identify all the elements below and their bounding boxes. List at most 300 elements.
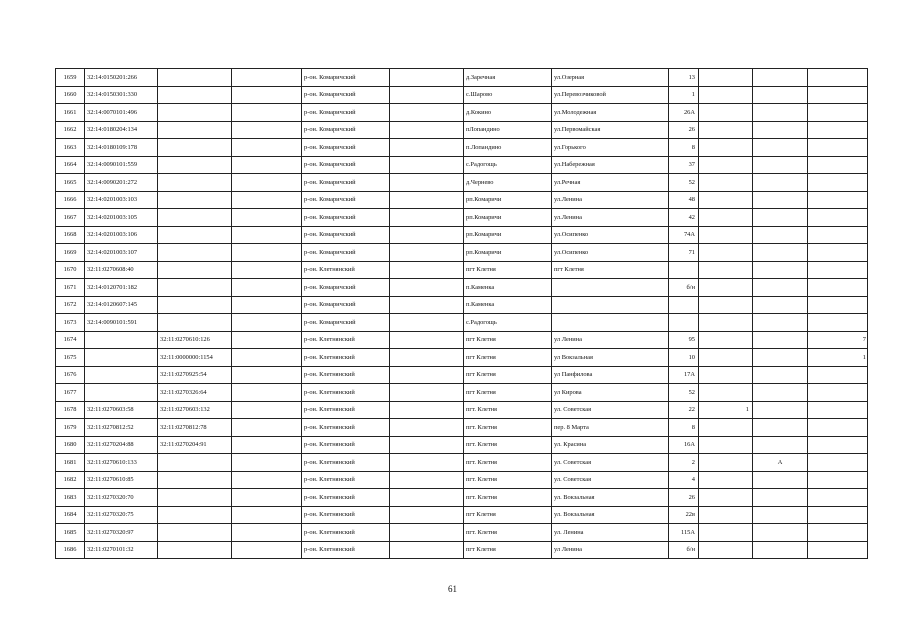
- empty-cell: [390, 279, 464, 297]
- row-number-cell: 1669: [56, 244, 85, 262]
- row-number-cell: 1680: [56, 436, 85, 454]
- cadastral-number-2-cell: 32:11:0270925:54: [158, 366, 232, 384]
- empty-cell: [232, 86, 302, 104]
- house-number-cell: 1: [669, 86, 699, 104]
- extra-cell: [808, 384, 868, 402]
- extra-cell: [699, 86, 753, 104]
- district-cell: р-он. Комаричский: [302, 86, 390, 104]
- empty-cell: [390, 506, 464, 524]
- cadastral-number-2-cell: [158, 191, 232, 209]
- table-row: [56, 104, 868, 122]
- extra-cell: [699, 436, 753, 454]
- extra-cell: [699, 174, 753, 192]
- extra-cell: [808, 104, 868, 122]
- extra-cell: [753, 139, 808, 157]
- locality-cell: пгт Клетня: [464, 349, 552, 367]
- street-cell: ул.Осипенко: [552, 226, 669, 244]
- cadastral-number-2-cell: [158, 296, 232, 314]
- district-cell: р-он. Комаричский: [302, 191, 390, 209]
- empty-cell: [232, 226, 302, 244]
- locality-cell: д.Заречная: [464, 69, 552, 87]
- extra-cell: [808, 524, 868, 542]
- cadastral-number-2-cell: 32:11:0270812:78: [158, 419, 232, 437]
- locality-cell: пгт. Клетня: [464, 471, 552, 489]
- house-number-cell: 8: [669, 139, 699, 157]
- extra-cell: [808, 489, 868, 507]
- cadastral-number-2-cell: [158, 139, 232, 157]
- table-row: [56, 139, 868, 157]
- cadastral-number-cell: 32:14:0090201:272: [85, 174, 158, 192]
- locality-cell: пгт. Клетня: [464, 401, 552, 419]
- extra-cell: [808, 156, 868, 174]
- extra-cell: [808, 86, 868, 104]
- empty-cell: [232, 419, 302, 437]
- cadastral-number-cell: 32:14:0120607:145: [85, 296, 158, 314]
- district-cell: р-он. Комаричский: [302, 139, 390, 157]
- row-number-cell: 1665: [56, 174, 85, 192]
- table-row: [56, 349, 868, 367]
- extra-cell: [808, 226, 868, 244]
- table-row: [56, 436, 868, 454]
- extra-cell: [753, 86, 808, 104]
- table-row: [56, 244, 868, 262]
- table-row: [56, 314, 868, 332]
- empty-cell: [390, 419, 464, 437]
- extra-cell: [699, 349, 753, 367]
- cadastral-number-cell: 32:11:0270320:97: [85, 524, 158, 542]
- locality-cell: пгт. Клетня: [464, 419, 552, 437]
- district-cell: р-он. Клетнянский: [302, 401, 390, 419]
- table-row: [56, 191, 868, 209]
- extra-cell: [753, 314, 808, 332]
- locality-cell: пгт Клетня: [464, 384, 552, 402]
- table-row: [56, 296, 868, 314]
- house-number-cell: 26А: [669, 104, 699, 122]
- row-number-cell: 1663: [56, 139, 85, 157]
- cadastral-number-cell: 32:11:0270812:52: [85, 419, 158, 437]
- house-number-cell: 74А: [669, 226, 699, 244]
- empty-cell: [232, 524, 302, 542]
- cadastral-number-cell: [85, 384, 158, 402]
- house-number-cell: 71: [669, 244, 699, 262]
- extra-cell: [808, 419, 868, 437]
- locality-cell: пгт. Клетня: [464, 524, 552, 542]
- cadastral-number-cell: 32:14:0201003:103: [85, 191, 158, 209]
- cadastral-number-cell: 32:14:0201003:106: [85, 226, 158, 244]
- district-cell: р-он. Комаричский: [302, 226, 390, 244]
- extra-cell: [808, 366, 868, 384]
- cadastral-number-2-cell: [158, 209, 232, 227]
- row-number-cell: 1675: [56, 349, 85, 367]
- extra-cell: А: [753, 454, 808, 472]
- extra-cell: [699, 384, 753, 402]
- table-row: [56, 156, 868, 174]
- row-number-cell: 1660: [56, 86, 85, 104]
- house-number-cell: б/н: [669, 279, 699, 297]
- cadastral-number-cell: [85, 366, 158, 384]
- locality-cell: пгт. Клетня: [464, 436, 552, 454]
- house-number-cell: [669, 261, 699, 279]
- district-cell: р-он. Комаричский: [302, 104, 390, 122]
- cadastral-number-2-cell: [158, 279, 232, 297]
- cadastral-number-cell: 32:14:0150201:266: [85, 69, 158, 87]
- locality-cell: п.Каменка: [464, 279, 552, 297]
- district-cell: р-он. Клетнянский: [302, 454, 390, 472]
- street-cell: пер. 8 Марта: [552, 419, 669, 437]
- street-cell: ул.Ленина: [552, 209, 669, 227]
- cadastral-number-cell: 32:11:0270603:58: [85, 401, 158, 419]
- empty-cell: [390, 104, 464, 122]
- extra-cell: [808, 314, 868, 332]
- locality-cell: с.Шарово: [464, 86, 552, 104]
- extra-cell: [699, 489, 753, 507]
- empty-cell: [390, 314, 464, 332]
- locality-cell: рп.Комаричи: [464, 191, 552, 209]
- empty-cell: [232, 314, 302, 332]
- row-number-cell: 1685: [56, 524, 85, 542]
- district-cell: р-он. Клетнянский: [302, 471, 390, 489]
- row-number-cell: 1671: [56, 279, 85, 297]
- extra-cell: [699, 279, 753, 297]
- street-cell: ул. Вокзальная: [552, 489, 669, 507]
- empty-cell: [232, 541, 302, 559]
- empty-cell: [390, 261, 464, 279]
- cadastral-number-cell: 32:11:0270610:85: [85, 471, 158, 489]
- locality-cell: пгт Клетня: [464, 261, 552, 279]
- extra-cell: [699, 156, 753, 174]
- extra-cell: [753, 209, 808, 227]
- house-number-cell: [669, 296, 699, 314]
- table-row: [56, 261, 868, 279]
- street-cell: ул Ленина: [552, 541, 669, 559]
- cadastral-number-2-cell: [158, 226, 232, 244]
- extra-cell: [753, 279, 808, 297]
- cadastral-number-cell: 32:14:0090101:591: [85, 314, 158, 332]
- page-number: 61: [448, 584, 457, 594]
- empty-cell: [390, 401, 464, 419]
- table-row: [56, 121, 868, 139]
- street-cell: ул Кирова: [552, 384, 669, 402]
- locality-cell: пгт. Клетня: [464, 454, 552, 472]
- extra-cell: [699, 244, 753, 262]
- row-number-cell: 1678: [56, 401, 85, 419]
- cadastral-number-cell: 32:14:0180204:134: [85, 121, 158, 139]
- extra-cell: [808, 296, 868, 314]
- locality-cell: с.Радогощь: [464, 314, 552, 332]
- extra-cell: [699, 69, 753, 87]
- street-cell: ул.Ленина: [552, 191, 669, 209]
- row-number-cell: 1686: [56, 541, 85, 559]
- empty-cell: [232, 506, 302, 524]
- empty-cell: [390, 349, 464, 367]
- empty-cell: [390, 191, 464, 209]
- extra-cell: [808, 401, 868, 419]
- empty-cell: [232, 139, 302, 157]
- empty-cell: [232, 489, 302, 507]
- house-number-cell: 13: [669, 69, 699, 87]
- district-cell: р-он. Клетнянский: [302, 349, 390, 367]
- extra-cell: [753, 541, 808, 559]
- extra-cell: [753, 401, 808, 419]
- district-cell: р-он. Комаричский: [302, 69, 390, 87]
- locality-cell: пгт Клетня: [464, 506, 552, 524]
- district-cell: р-он. Клетнянский: [302, 436, 390, 454]
- district-cell: р-он. Комаричский: [302, 244, 390, 262]
- extra-cell: [808, 471, 868, 489]
- district-cell: р-он. Клетнянский: [302, 261, 390, 279]
- street-cell: ул. Советская: [552, 471, 669, 489]
- street-cell: [552, 296, 669, 314]
- extra-cell: [753, 226, 808, 244]
- empty-cell: [390, 209, 464, 227]
- extra-cell: [699, 104, 753, 122]
- street-cell: ул Панфилова: [552, 366, 669, 384]
- empty-cell: [232, 261, 302, 279]
- extra-cell: [808, 261, 868, 279]
- row-number-cell: 1681: [56, 454, 85, 472]
- extra-cell: [753, 471, 808, 489]
- table-row: [56, 226, 868, 244]
- extra-cell: [753, 261, 808, 279]
- table-row: [56, 279, 868, 297]
- empty-cell: [390, 471, 464, 489]
- cadastral-number-2-cell: [158, 156, 232, 174]
- house-number-cell: 42: [669, 209, 699, 227]
- extra-cell: [753, 419, 808, 437]
- extra-cell: [753, 506, 808, 524]
- empty-cell: [232, 69, 302, 87]
- cadastral-number-2-cell: [158, 104, 232, 122]
- row-number-cell: 1667: [56, 209, 85, 227]
- extra-cell: [753, 121, 808, 139]
- table-row: [56, 471, 868, 489]
- cadastral-number-cell: [85, 331, 158, 349]
- locality-cell: с.Радогощь: [464, 156, 552, 174]
- extra-cell: [699, 366, 753, 384]
- cadastral-number-cell: 32:14:0150301:330: [85, 86, 158, 104]
- row-number-cell: 1682: [56, 471, 85, 489]
- cadastral-number-2-cell: [158, 121, 232, 139]
- extra-cell: [753, 489, 808, 507]
- district-cell: р-он. Комаричский: [302, 279, 390, 297]
- table-row: [56, 86, 868, 104]
- district-cell: р-он. Комаричский: [302, 296, 390, 314]
- row-number-cell: 1661: [56, 104, 85, 122]
- empty-cell: [390, 121, 464, 139]
- empty-cell: [232, 384, 302, 402]
- district-cell: р-он. Клетнянский: [302, 384, 390, 402]
- house-number-cell: 17А: [669, 366, 699, 384]
- extra-cell: [699, 524, 753, 542]
- empty-cell: [232, 331, 302, 349]
- locality-cell: пгт Клетня: [464, 366, 552, 384]
- district-cell: р-он. Комаричский: [302, 209, 390, 227]
- empty-cell: [232, 471, 302, 489]
- row-number-cell: 1659: [56, 69, 85, 87]
- empty-cell: [390, 86, 464, 104]
- cadastral-number-cell: 32:11:0270320:70: [85, 489, 158, 507]
- cadastral-number-cell: 32:11:0270610:133: [85, 454, 158, 472]
- house-number-cell: 52: [669, 384, 699, 402]
- cadastral-number-2-cell: [158, 174, 232, 192]
- extra-cell: [699, 121, 753, 139]
- cadastral-number-cell: 32:14:0090101:559: [85, 156, 158, 174]
- street-cell: ул.Горького: [552, 139, 669, 157]
- locality-cell: пгт. Клетня: [464, 489, 552, 507]
- extra-cell: [699, 541, 753, 559]
- extra-cell: [808, 436, 868, 454]
- table-row: [56, 174, 868, 192]
- extra-cell: [808, 454, 868, 472]
- extra-cell: [808, 191, 868, 209]
- cadastral-number-2-cell: [158, 524, 232, 542]
- empty-cell: [232, 279, 302, 297]
- cadastral-number-2-cell: 32:11:0270610:126: [158, 331, 232, 349]
- cadastral-number-cell: 32:11:0270101:32: [85, 541, 158, 559]
- cadastral-number-2-cell: 32:11:0270326:64: [158, 384, 232, 402]
- house-number-cell: б/н: [669, 541, 699, 559]
- table-row: [56, 401, 868, 419]
- row-number-cell: 1683: [56, 489, 85, 507]
- extra-cell: [808, 139, 868, 157]
- house-number-cell: 4: [669, 471, 699, 489]
- street-cell: [552, 314, 669, 332]
- house-number-cell: 16А: [669, 436, 699, 454]
- row-number-cell: 1676: [56, 366, 85, 384]
- table-row: [56, 506, 868, 524]
- district-cell: р-он. Клетнянский: [302, 489, 390, 507]
- house-number-cell: 22в: [669, 506, 699, 524]
- cadastral-number-cell: [85, 349, 158, 367]
- cadastral-number-cell: 32:14:0201003:105: [85, 209, 158, 227]
- district-cell: р-он. Комаричский: [302, 174, 390, 192]
- empty-cell: [390, 226, 464, 244]
- street-cell: ул. Советская: [552, 401, 669, 419]
- cadastral-number-2-cell: 32:11:0270603:132: [158, 401, 232, 419]
- district-cell: р-он. Клетнянский: [302, 419, 390, 437]
- extra-cell: [808, 279, 868, 297]
- house-number-cell: 26: [669, 121, 699, 139]
- house-number-cell: 26: [669, 489, 699, 507]
- cadastral-number-2-cell: [158, 489, 232, 507]
- district-cell: р-он. Клетнянский: [302, 366, 390, 384]
- empty-cell: [390, 454, 464, 472]
- street-cell: ул.Набережная: [552, 156, 669, 174]
- table-row: [56, 384, 868, 402]
- extra-cell: [753, 366, 808, 384]
- cadastral-number-cell: 32:14:0180109:178: [85, 139, 158, 157]
- table-row: [56, 69, 868, 87]
- locality-cell: д.Черневo: [464, 174, 552, 192]
- district-cell: р-он. Клетнянский: [302, 524, 390, 542]
- district-cell: р-он. Клетнянский: [302, 331, 390, 349]
- house-number-cell: [669, 314, 699, 332]
- house-number-cell: 37: [669, 156, 699, 174]
- cadastral-number-2-cell: [158, 69, 232, 87]
- district-cell: р-он. Комаричский: [302, 314, 390, 332]
- empty-cell: [390, 139, 464, 157]
- extra-cell: [808, 174, 868, 192]
- locality-cell: п.Лопандино: [464, 139, 552, 157]
- empty-cell: [390, 296, 464, 314]
- table-row: [56, 366, 868, 384]
- empty-cell: [390, 384, 464, 402]
- registry-body: [56, 69, 868, 559]
- empty-cell: [232, 436, 302, 454]
- empty-cell: [390, 366, 464, 384]
- extra-cell: [808, 506, 868, 524]
- cadastral-number-cell: 32:14:0070101:496: [85, 104, 158, 122]
- extra-cell: [699, 419, 753, 437]
- extra-cell: [808, 69, 868, 87]
- locality-cell: рп.Комаричи: [464, 244, 552, 262]
- extra-cell: [699, 139, 753, 157]
- extra-cell: [808, 244, 868, 262]
- empty-cell: [390, 69, 464, 87]
- street-cell: ул.Осипенко: [552, 244, 669, 262]
- cadastral-number-cell: 32:14:0201003:107: [85, 244, 158, 262]
- empty-cell: [390, 436, 464, 454]
- cadastral-number-2-cell: [158, 86, 232, 104]
- extra-cell: [753, 296, 808, 314]
- extra-cell: [699, 314, 753, 332]
- cadastral-number-cell: 32:11:0270204:88: [85, 436, 158, 454]
- empty-cell: [390, 524, 464, 542]
- locality-cell: пгт Клетня: [464, 331, 552, 349]
- district-cell: р-он. Клетнянский: [302, 506, 390, 524]
- house-number-cell: 48: [669, 191, 699, 209]
- table-row: [56, 419, 868, 437]
- cadastral-number-2-cell: [158, 454, 232, 472]
- cadastral-number-2-cell: 32:11:0000000:1154: [158, 349, 232, 367]
- extra-cell: [699, 471, 753, 489]
- empty-cell: [232, 296, 302, 314]
- cadastral-number-2-cell: [158, 261, 232, 279]
- empty-cell: [390, 174, 464, 192]
- empty-cell: [390, 244, 464, 262]
- house-number-cell: 10: [669, 349, 699, 367]
- locality-cell: д.Кокино: [464, 104, 552, 122]
- house-number-cell: 8: [669, 419, 699, 437]
- street-cell: ул Вокзальная: [552, 349, 669, 367]
- extra-cell: [808, 121, 868, 139]
- locality-cell: пгт Клетня: [464, 541, 552, 559]
- cadastral-number-2-cell: [158, 506, 232, 524]
- extra-cell: [753, 349, 808, 367]
- row-number-cell: 1679: [56, 419, 85, 437]
- house-number-cell: 115А: [669, 524, 699, 542]
- locality-cell: рп.Комаричи: [464, 209, 552, 227]
- cadastral-number-cell: 32:11:0270608:40: [85, 261, 158, 279]
- empty-cell: [390, 331, 464, 349]
- street-cell: ул.Озерная: [552, 69, 669, 87]
- empty-cell: [232, 191, 302, 209]
- cadastral-number-2-cell: [158, 471, 232, 489]
- empty-cell: [390, 156, 464, 174]
- district-cell: р-он. Комаричский: [302, 121, 390, 139]
- extra-cell: [753, 524, 808, 542]
- table-row: [56, 209, 868, 227]
- cadastral-number-cell: 32:14:0120701:182: [85, 279, 158, 297]
- extra-cell: [699, 454, 753, 472]
- locality-cell: пЛопандино: [464, 121, 552, 139]
- table-row: [56, 524, 868, 542]
- empty-cell: [232, 366, 302, 384]
- street-cell: ул Ленина: [552, 331, 669, 349]
- row-number-cell: 1677: [56, 384, 85, 402]
- extra-cell: [699, 191, 753, 209]
- extra-cell: [753, 191, 808, 209]
